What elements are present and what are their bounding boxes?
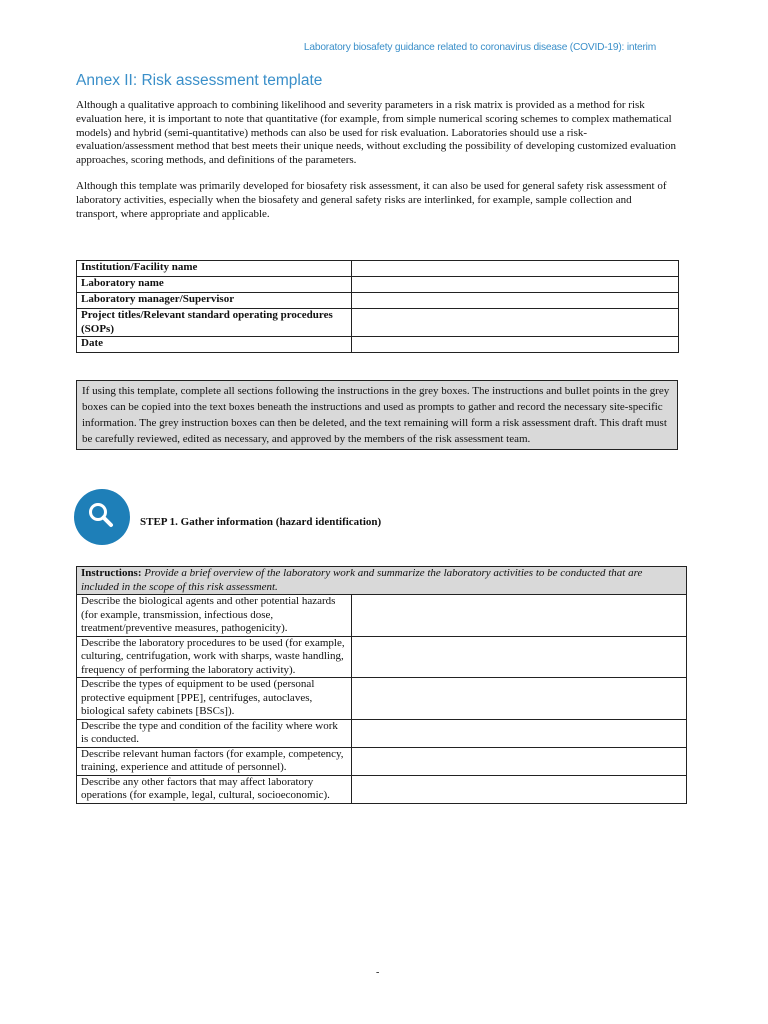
table-row (77, 595, 687, 637)
intro-paragraph: Although this template was primarily developed for biosafety risk assessment, it can also be used for general safety risk assessment of laboratory activities, especially when the biosafety and general safety risks are interlinked, for example, sample collection and transport, where appropriate and applicable. (76, 180, 667, 220)
facility-details-table (76, 260, 679, 353)
field-input[interactable] (352, 261, 679, 277)
answer-cell[interactable] (352, 747, 687, 775)
answer-cell[interactable] (352, 775, 687, 803)
instructions-cell (77, 567, 687, 595)
annex-title: Annex II: Risk assessment template (76, 72, 323, 89)
magnifier-icon (74, 489, 130, 545)
field-label: Laboratory manager/Supervisor (77, 293, 352, 309)
table-row (77, 293, 679, 309)
running-header: Laboratory biosafety guidance related to coronavirus disease (COVID-19): interim (303, 42, 656, 53)
instructions-label: Instructions: (81, 567, 142, 579)
field-label: Project titles/Relevant standard operating procedures (SOPs) (77, 309, 352, 337)
answer-cell[interactable] (352, 636, 687, 678)
answer-cell[interactable] (352, 719, 687, 747)
field-label: Institution/Facility name (77, 261, 352, 277)
instruction-box: If using this template, complete all sections following the instructions in the grey boxes. The instructions and bullet points in the grey boxes can be copied into the text boxes beneath the instructions and used as prompts to gather and record the necessary site-specific information. The grey instruction boxes can then be deleted, and the text remaining will form a risk assessment draft. This draft must be carefully reviewed, edited as necessary, and approved by the members of the risk assessment team. (76, 380, 678, 450)
prompt-cell: Describe the biological agents and other potential hazards (for example, transmission, infectious dose, treatment/preventive measures, pathogenicity). (77, 595, 352, 637)
field-input[interactable] (352, 293, 679, 309)
table-row (77, 277, 679, 293)
table-row (77, 337, 679, 353)
field-input[interactable] (352, 337, 679, 353)
table-row (77, 719, 687, 747)
table-row (77, 636, 687, 678)
field-input[interactable] (352, 309, 679, 337)
prompt-cell: Describe any other factors that may affect laboratory operations (for example, legal, cultural, socioeconomic). (77, 775, 352, 803)
table-row (77, 309, 679, 337)
step-title: STEP 1. Gather information (hazard identification) (140, 516, 382, 528)
table-row (77, 567, 687, 595)
intro-paragraph: Although a qualitative approach to combining likelihood and severity parameters in a risk matrix is provided as a method for risk evaluation here, it is important to note that quantitative (for example, from simple numerical scoring schemes to complex mathematical models) and hybrid (semi-quantitative) methods can also be used for risk evaluation. Laboratories should use a risk-evaluation/assessment method that best meets their unique needs, without excluding the possibility of developing customized evaluation approaches, scoring methods, and definitions of the parameters. (76, 99, 676, 167)
prompt-cell: Describe the type and condition of the facility where work is conducted. (77, 719, 352, 747)
field-label: Laboratory name (77, 277, 352, 293)
table-row (77, 261, 679, 277)
prompt-cell: Describe the types of equipment to be used (personal protective equipment [PPE], centrifuges, autoclaves, biological safety cabinets [BSCs]). (77, 678, 352, 720)
instructions-text: Provide a brief overview of the laboratory work and summarize the laboratory activities to be conducted that are included in the scope of this risk assessment. (81, 567, 643, 593)
table-row (77, 678, 687, 720)
table-row (77, 775, 687, 803)
prompt-cell: Describe relevant human factors (for example, competency, training, experience and attitude of personnel). (77, 747, 352, 775)
table-row (77, 747, 687, 775)
answer-cell[interactable] (352, 678, 687, 720)
step1-table (76, 566, 687, 804)
prompt-cell: Describe the laboratory procedures to be used (for example, culturing, centrifugation, work with sharps, waste handling, frequency of performing the laboratory activity). (77, 636, 352, 678)
field-input[interactable] (352, 277, 679, 293)
field-label: Date (77, 337, 352, 353)
answer-cell[interactable] (352, 595, 687, 637)
page-marker: - (376, 967, 380, 978)
